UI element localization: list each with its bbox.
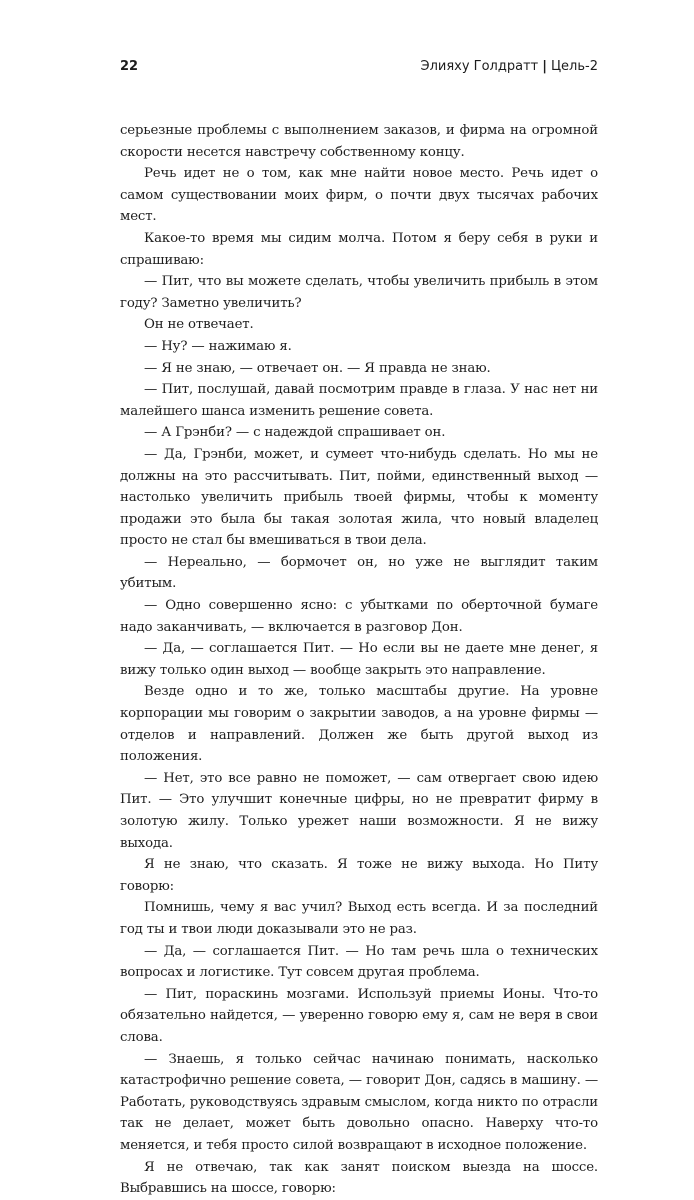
paragraph: Везде одно и то же, только масштабы другие. На уровне корпорации мы говорим о закрытии заводов, а на уровне фирмы — отделов и направлений. Должен же быть другой выход из положения. <box>120 684 598 765</box>
book-title: Цель-2 <box>550 59 598 74</box>
paragraph: серьезные проблемы с выполнением заказов, и фирма на огромной скорости несется навстречу собственному концу. <box>120 123 598 160</box>
paragraph: — Нереально, — бормочет он, но уже не выглядит таким убитым. <box>120 554 598 592</box>
paragraph: Речь идет не о том, как мне найти новое место. Речь идет о самом существовании моих фирм, о почти двух тысячах рабочих мест. <box>120 166 598 225</box>
paragraph: — Нет, это все равно не поможет, — сам отвергает свою идею Пит. — Это улучшит конечные цифры, но не превратит фирму в золотую жилу. Только урежет наши возможности. Я не вижу выхода. <box>120 770 598 851</box>
author-name: Элияху Голдратт <box>420 59 539 74</box>
header-separator: | <box>542 59 547 74</box>
paragraph: — Пит, пораскинь мозгами. Используй приемы Ионы. Что-то обязательно найдется, — уверенно говорю ему я, сам не веря в свои слова. <box>120 986 598 1045</box>
paragraph: — Пит, послушай, давай посмотрим правде в глаза. У нас нет ни малейшего шанса изменить решение совета. <box>120 382 598 419</box>
running-header <box>120 56 598 78</box>
paragraph: — Ну? — нажимаю я. <box>144 338 292 354</box>
paragraph: Я не знаю, что сказать. Я тоже не вижу выхода. Но Питу говорю: <box>120 857 598 894</box>
paragraph: — Я не знаю, — отвечает он. — Я правда не знаю. <box>144 360 491 376</box>
paragraph: — А Грэнби? — с надеждой спрашивает он. <box>144 425 446 441</box>
paragraph: Помнишь, чему я вас учил? Выход есть всегда. И за последний год ты и твои люди доказывали это не раз. <box>120 900 598 937</box>
paragraph: — Одно совершенно ясно: с убытками по оберточной бумаге надо заканчивать, — включается в разговор Дон. <box>120 598 598 635</box>
paragraph: — Да, Грэнби, может, и сумеет что-нибудь сделать. Но мы не должны на это рассчитывать. Пит, пойми, единственный выход — настолько увеличить прибыль твоей фирмы, чтобы к моменту продажи это была бы такая золотая жила, что новый владелец просто не стал бы вмешиваться в твои дела. <box>120 446 598 549</box>
paragraph: Он не отвечает. <box>144 317 254 333</box>
page-number: 22 <box>120 59 139 74</box>
paragraph: Какое-то время мы сидим молча. Потом я беру себя в руки и спрашиваю: <box>120 230 598 268</box>
paragraph: — Да, — соглашается Пит. — Но если вы не даете мне денег, я вижу только один выход — вообще закрыть это направление. <box>120 641 598 678</box>
paragraph: — Да, — соглашается Пит. — Но там речь шла о технических вопросах и логистике. Тут совсем другая проблема. <box>120 943 598 981</box>
running-head <box>421 56 599 78</box>
paragraph: — Знаешь, я только сейчас начинаю понимать, насколько катастрофично решение совета, — говорит Дон, садясь в машину. — Работать, руководствуясь здравым смыслом, когда никто по отрасли так не делает, может быть довольно опасно. Наверху что-то меняется, и тебя просто силой возвращают в исходное положение. <box>120 1051 598 1153</box>
body-text <box>120 120 598 1200</box>
paragraph: Я не отвечаю, так как занят поиском выезда на шоссе. Выбравшись на шоссе, говорю: <box>120 1159 598 1197</box>
paragraph: — Пит, что вы можете сделать, чтобы увеличить прибыль в этом году? Заметно увеличить? <box>120 274 598 311</box>
